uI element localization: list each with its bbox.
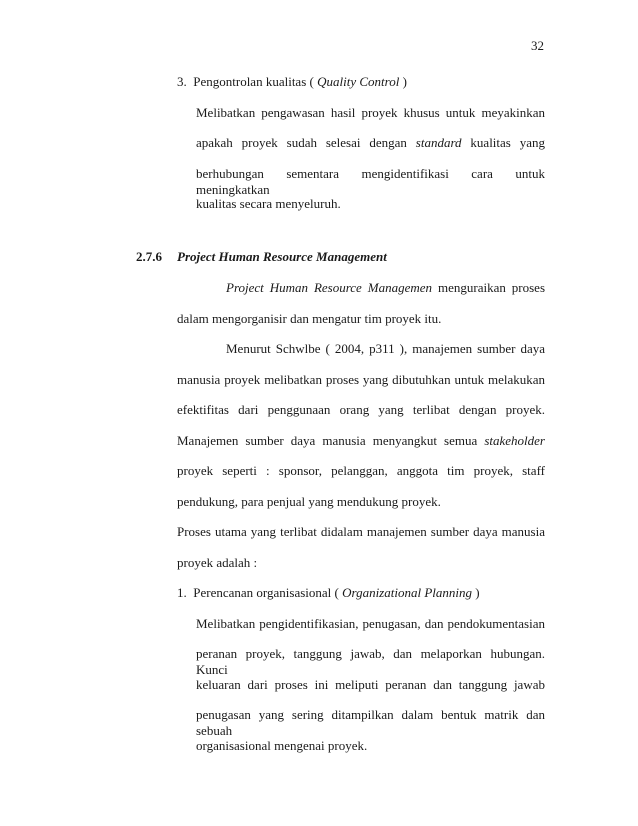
paragraph-2-line-1: Menurut Schwlbe ( 2004, p311 ), manajemen sumber daya (226, 341, 545, 356)
paragraph-2-line-2: manusia proyek melibatkan proses yang dibutuhkan untuk melakukan (177, 372, 545, 387)
list-item-1-line-1: Melibatkan pengidentifikasian, penugasan, dan pendokumentasian (196, 616, 545, 631)
list-item-1-label-post: ) (472, 585, 480, 600)
paragraph-3-line-1: Proses utama yang terlibat didalam manajemen sumber daya manusia (177, 524, 545, 539)
list-item-3-line-1: Melibatkan pengawasan hasil proyek khusus untuk meyakinkan (196, 105, 545, 120)
stakeholder-italic: stakeholder (484, 433, 545, 448)
paragraph-1-line-1: Project Human Resource Managemen menguraikan proses (226, 280, 546, 295)
list-item-1-line-5: organisasional mengenai proyek. (196, 738, 368, 753)
paragraph-1-line-2: dalam mengorganisir dan mengatur tim proyek itu. (177, 311, 442, 326)
paragraph-2-line-5: proyek seperti : sponsor, pelanggan, anggota tim proyek, staff (177, 463, 545, 478)
list-item-1-heading (177, 585, 480, 601)
list-item-1-number: 1. (177, 585, 187, 600)
list-item-1-line-2: peranan proyek, tanggung jawab, dan melaporkan hubungan. Kunci (196, 646, 545, 677)
paragraph-2-line-3: efektifitas dari penggunaan orang yang terlibat dengan proyek. (177, 402, 545, 417)
list-item-3-label-pre: Pengontrolan kualitas ( (193, 74, 318, 89)
list-item-3-line-4: kualitas secara menyeluruh. (196, 196, 341, 211)
list-item-3-line-3: berhubungan sementara mengidentifikasi cara untuk meningkatkan (196, 166, 545, 197)
list-item-3-number: 3. (177, 74, 187, 89)
paragraph-2-line-6: pendukung, para penjual yang mendukung proyek. (177, 494, 441, 509)
page-number: 32 (531, 38, 544, 53)
standard-italic: standard (415, 135, 462, 150)
list-item-3-heading (177, 74, 407, 90)
list-item-3-line-2: apakah proyek sudah selesai dengan standard kualitas yang (196, 135, 545, 150)
list-item-3-label-italic: Quality Control (317, 74, 400, 89)
list-item-1-line-3: keluaran dari proses ini meliputi peranan dan tanggung jawab (196, 677, 545, 692)
paragraph-3-line-2: proyek adalah : (177, 555, 258, 570)
list-item-1-label-italic: Organizational Planning (342, 585, 472, 600)
section-number: 2.7.6 (136, 249, 162, 264)
section-title: Project Human Resource Management (177, 249, 387, 264)
list-item-1-label-pre: Perencanan organisasional ( (193, 585, 343, 600)
list-item-3-label-post: ) (399, 74, 407, 89)
paragraph-2-line-4: Manajemen sumber daya manusia menyangkut semua stakeholder (177, 433, 545, 448)
list-item-1-line-4: penugasan yang sering ditampilkan dalam bentuk matrik dan sebuah (196, 707, 545, 738)
